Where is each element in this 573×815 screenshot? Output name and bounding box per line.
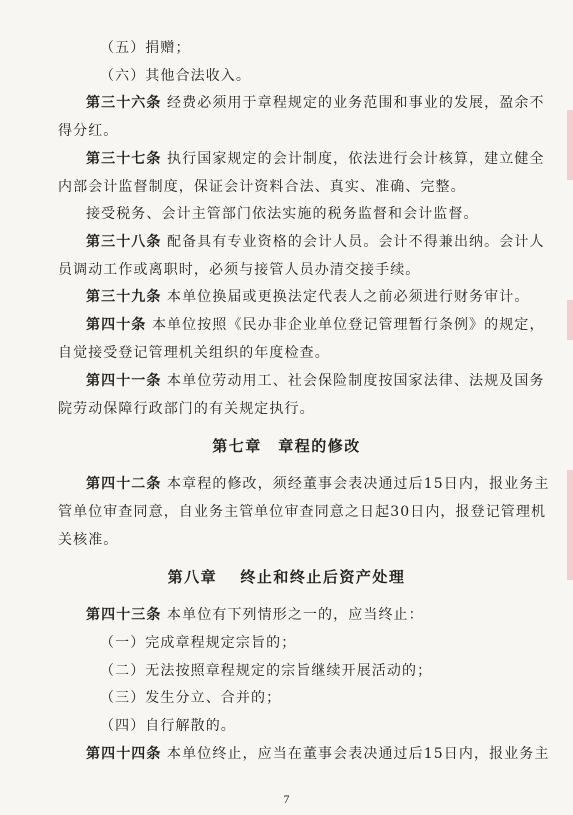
article-heading: 第三十六条	[86, 95, 162, 111]
list-item: （四）自行解散的。	[100, 718, 236, 734]
article-43	[86, 607, 424, 623]
article-37	[86, 151, 545, 167]
text-line: （六）其他合法收入。	[100, 68, 251, 84]
article-36	[86, 95, 545, 111]
list-item: （二）无法按照章程规定的宗旨继续开展活动的；	[100, 663, 433, 679]
article-44	[86, 746, 549, 762]
page-number: 7	[283, 792, 290, 806]
article-38	[86, 234, 545, 250]
article-text: 本单位换届或更换法定代表人之前必须进行财务审计。	[161, 289, 530, 305]
text-line: 管单位审查同意，自业务主管单位审查同意之日起30日内，报登记管理机	[58, 504, 547, 520]
seal-edge-mark	[567, 470, 573, 580]
text-line: （五）捐赠；	[100, 40, 191, 56]
list-item: （一）完成章程规定宗旨的；	[100, 635, 297, 651]
article-text: 本单位有下列情形之一的，应当终止：	[161, 607, 424, 623]
article-heading: 第四十一条	[86, 373, 162, 389]
article-heading: 第三十九条	[86, 289, 162, 305]
list-item: （三）发生分立、合并的；	[100, 690, 282, 706]
text-line: 关核准。	[58, 532, 119, 548]
text-line: 员调动工作或离职时，必须与接管人员办清交接手续。	[58, 262, 421, 278]
article-heading: 第三十七条	[86, 151, 162, 167]
article-42	[86, 476, 549, 492]
article-text: 本单位按照《民办非企业单位登记管理暂行条例》的规定，	[146, 317, 545, 333]
article-text: 本章程的修改，须经董事会表决通过后15日内，报业务主	[161, 476, 550, 492]
chapter-7-heading: 第七章 章程的修改	[212, 437, 361, 455]
article-text: 经费必须用于章程规定的业务范围和事业的发展，盈余不	[161, 95, 545, 111]
article-text: 本单位终止，应当在董事会表决通过后15日内，报业务主	[161, 746, 550, 762]
seal-edge-mark	[567, 110, 573, 180]
text-line: 内部会计监督制度，保证会计资料合法、真实、准确、完整。	[58, 179, 466, 195]
text-line: 自觉接受登记管理机关组织的年度检查。	[58, 345, 330, 361]
article-heading: 第四十四条	[86, 746, 162, 762]
article-text: 配备具有专业资格的会计人员。会计不得兼出纳。会计人	[161, 234, 545, 250]
article-heading: 第三十八条	[86, 234, 162, 250]
article-heading: 第四十条	[86, 317, 147, 333]
seal-edge-mark	[567, 300, 573, 340]
article-40	[86, 317, 545, 333]
article-41	[86, 373, 545, 389]
text-line: 院劳动保障行政部门的有关规定执行。	[58, 401, 315, 417]
article-text: 本单位劳动用工、社会保险制度按国家法律、法规及国务	[161, 373, 545, 389]
article-39	[86, 289, 529, 305]
text-line: 得分红。	[58, 123, 119, 139]
article-heading: 第四十三条	[86, 607, 162, 623]
chapter-8-heading: 第八章 终止和终止后资产处理	[167, 568, 406, 586]
text-line: 接受税务、会计主管部门依法实施的税务监督和会计监督。	[86, 206, 479, 222]
article-heading: 第四十二条	[86, 476, 162, 492]
article-text: 执行国家规定的会计制度，依法进行会计核算，建立健全	[161, 151, 545, 167]
